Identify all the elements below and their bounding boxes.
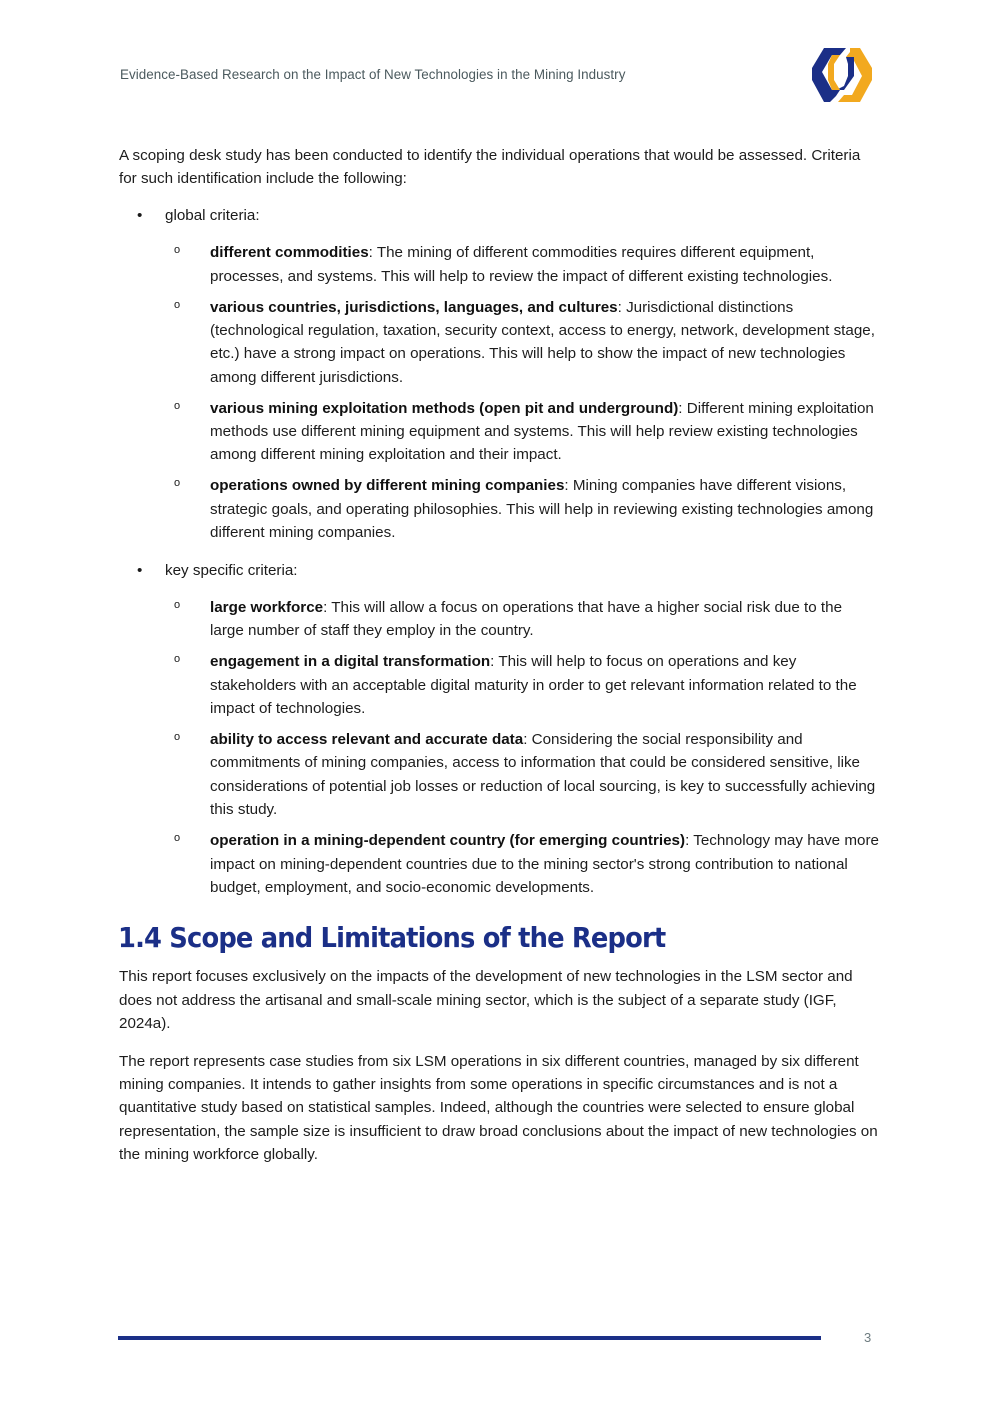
criteria-group-label: key specific criteria: xyxy=(165,561,298,579)
criterion-term: engagement in a digital transformation xyxy=(210,653,491,671)
list-item xyxy=(119,296,879,390)
circle-bullet-icon: o xyxy=(174,832,181,845)
criterion-text: : This will help to focus on operations and key stakeholders with an acceptable digital maturity in order to get relevant information related to the impact of technologies. xyxy=(210,653,857,718)
circle-bullet-icon: o xyxy=(174,399,181,412)
criterion-text: : Different mining exploitation methods use different mining equipment and systems. This will help review existing technologies among different mining exploitation and their impact. xyxy=(210,399,874,464)
criteria-group-label: global criteria: xyxy=(165,206,260,224)
hexagon-interlock-logo-icon xyxy=(810,46,874,104)
circle-bullet-icon: o xyxy=(174,298,181,311)
key-specific-criteria-list xyxy=(119,596,879,899)
section-heading: 1.4 Scope and Limitations of the Report xyxy=(118,921,666,955)
criterion-term: operation in a mining-dependent country (for emerging countries) xyxy=(210,832,686,850)
circle-bullet-icon: o xyxy=(174,653,181,666)
limitations-paragraph: The report represents case studies from six LSM operations in six different countries, managed by six different mining companies. It intends to gather insights from some operations in specific circumstances and is not a quantitative study based on statistical samples. Indeed, although the countries were selected to ensure global representation, the sample size is insufficient to draw broad conclusions about the impact of new technologies on the mining workforce globally. xyxy=(119,1052,878,1164)
list-item xyxy=(119,241,879,288)
running-header-title: Evidence-Based Research on the Impact of New Technologies in the Mining Industry xyxy=(120,67,626,82)
circle-bullet-icon: o xyxy=(174,599,181,611)
list-item xyxy=(119,728,879,822)
criterion-text: : Technology may have more impact on mining-dependent countries due to the mining sector's strong contribution to national budget, employment, and socio-economic developments. xyxy=(210,832,879,896)
list-item xyxy=(119,650,879,720)
page-content xyxy=(119,144,879,1181)
criterion-term: various countries, jurisdictions, languages, and cultures xyxy=(210,298,618,316)
criterion-term: large workforce xyxy=(210,599,324,616)
bullet-icon: • xyxy=(137,561,143,579)
criteria-group-key-specific xyxy=(119,559,879,582)
global-criteria-list xyxy=(119,241,879,544)
criterion-term: different commodities xyxy=(210,244,369,262)
circle-bullet-icon: o xyxy=(174,477,181,490)
list-item xyxy=(119,596,879,643)
criterion-text: : Jurisdictional distinctions (technological regulation, taxation, security context, access to energy, network, development stage, etc.) have a strong impact on operations. This will help to show the impact of new technologies among different jurisdictions. xyxy=(210,298,875,386)
footer-divider xyxy=(118,1336,821,1340)
bullet-icon: • xyxy=(137,206,143,224)
criterion-text: : This will allow a focus on operations that have a higher social risk due to the large number of staff they employ in the country. xyxy=(210,599,843,640)
list-item xyxy=(119,474,879,544)
circle-bullet-icon: o xyxy=(174,244,181,257)
circle-bullet-icon: o xyxy=(174,731,181,744)
criterion-text: : The mining of different commodities requires different equipment, processes, and systems. This will help to review the impact of different existing technologies. xyxy=(210,244,833,285)
criterion-text: : Mining companies have different visions, strategic goals, and operating philosophies. This will help in reviewing existing technologies among different mining companies. xyxy=(210,477,874,542)
intro-paragraph: A scoping desk study has been conducted to identify the individual operations that would be assessed. Criteria for such identification include the following: xyxy=(119,147,861,188)
scope-paragraph: This report focuses exclusively on the impacts of the development of new technologies in the LSM sector and does not address the artisanal and small-scale mining sector, which is the subject of a separate study (IGF, 2024a). xyxy=(119,968,853,1033)
criterion-term: operations owned by different mining companies xyxy=(210,477,565,495)
criteria-group-global xyxy=(119,204,879,227)
criterion-text: : Considering the social responsibility and commitments of mining companies, access to information that could be considered sensitive, like considerations of potential job losses or reduction of local sourcing, is key to successfully achieving this study. xyxy=(210,731,876,819)
list-item xyxy=(119,397,879,467)
list-item xyxy=(119,829,879,899)
criterion-term: ability to access relevant and accurate data xyxy=(210,731,524,749)
page-number: 3 xyxy=(864,1330,872,1345)
criterion-term: various mining exploitation methods (open pit and underground) xyxy=(210,399,679,417)
